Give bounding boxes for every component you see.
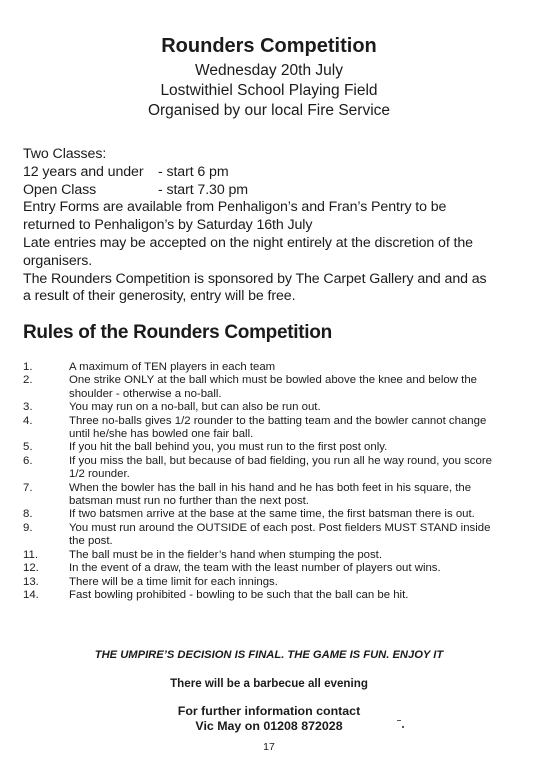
late-entries-paragraph: Late entries may be accepted on the night entirely at the discretion of the organisers. bbox=[23, 234, 473, 269]
class-start-time: - start 6 pm bbox=[158, 163, 229, 180]
rule-item bbox=[23, 374, 493, 401]
rule-text: You must run around the OUTSIDE of each post. Post fielders MUST STAND inside the post. bbox=[69, 521, 491, 548]
rule-number: 11. bbox=[23, 548, 38, 561]
contact-heading: For further information contact bbox=[177, 704, 361, 718]
rule-item bbox=[23, 508, 493, 521]
scan-speck bbox=[397, 720, 401, 721]
rule-item bbox=[23, 522, 493, 549]
rule-item bbox=[23, 401, 493, 414]
rule-number: 2. bbox=[23, 374, 33, 387]
umpire-notice: THE UMPIRE’S DECISION IS FINAL. THE GAME IS FUN. ENJOY IT bbox=[94, 649, 444, 661]
rule-text: If two batsmen arrive at the base at the same time, the first batsman there is out. bbox=[69, 508, 475, 521]
rule-number: 14. bbox=[23, 588, 39, 601]
rule-text: You may run on a no-ball, but can also be run out. bbox=[69, 401, 321, 414]
intro-section bbox=[23, 146, 495, 306]
rule-number: 5. bbox=[23, 441, 33, 454]
page-title: Rounders Competition bbox=[161, 35, 377, 57]
entry-forms-paragraph: Entry Forms are available from Penhaligon’s and Fran’s Pentry to be returned to Penhaligon’s by Saturday 16th July bbox=[23, 199, 447, 234]
rule-text: Fast bowling prohibited - bowling to be such that the ball can be hit. bbox=[69, 588, 409, 601]
rule-item bbox=[23, 482, 493, 509]
rule-number: 1. bbox=[23, 361, 33, 373]
event-date: Wednesday 20th July bbox=[195, 62, 343, 79]
rule-item bbox=[23, 441, 493, 454]
rule-number: 12. bbox=[23, 562, 39, 575]
classes-heading: Two Classes: bbox=[23, 146, 107, 162]
rule-number: 9. bbox=[23, 521, 33, 534]
rule-number: 7. bbox=[23, 481, 33, 494]
rule-text: Three no-balls gives 1/2 rounder to the batting team and the bowler cannot change until he/she has bowled one fair ball. bbox=[69, 414, 487, 441]
rule-number: 6. bbox=[23, 454, 33, 467]
rule-text: One strike ONLY at the ball which must be bowled above the knee and below the shoulder - otherwise a no-ball. bbox=[69, 374, 477, 400]
rule-item bbox=[23, 549, 493, 562]
contact-details: Vic May on 01208 872028 bbox=[195, 719, 343, 733]
rule-text: There will be a time limit for each innings. bbox=[69, 575, 278, 588]
event-venue: Lostwithiel School Playing Field bbox=[160, 82, 378, 99]
rule-text: In the event of a draw, the team with the least number of players out wins. bbox=[69, 562, 441, 575]
barbecue-notice: There will be a barbecue all evening bbox=[170, 677, 368, 690]
class-row bbox=[23, 164, 495, 182]
sponsor-paragraph: The Rounders Competition is sponsored by The Carpet Gallery and and as a result of their generosity, entry will be free. bbox=[23, 270, 487, 305]
rule-number: 13. bbox=[23, 575, 39, 588]
event-organiser: Organised by our local Fire Service bbox=[147, 102, 391, 119]
rule-item bbox=[23, 562, 493, 575]
rule-item bbox=[23, 415, 493, 442]
rule-item bbox=[23, 576, 493, 589]
scan-speck bbox=[402, 726, 404, 728]
class-start-time: - start 7.30 pm bbox=[158, 181, 248, 198]
rule-text: A maximum of TEN players in each team bbox=[69, 361, 276, 373]
rule-item bbox=[23, 361, 493, 374]
page-number: 17 bbox=[263, 741, 275, 753]
rules-heading: Rules of the Rounders Competition bbox=[23, 322, 332, 343]
class-name: Open Class bbox=[23, 181, 97, 198]
rule-text: When the bowler has the ball in his hand and he has both feet in his square, the batsman must run no further than the next post. bbox=[69, 481, 472, 508]
rule-number: 8. bbox=[23, 508, 33, 521]
rule-number: 4. bbox=[23, 414, 33, 427]
rule-number: 3. bbox=[23, 401, 33, 414]
rules-list bbox=[23, 361, 493, 602]
rule-item bbox=[23, 455, 493, 482]
class-name: 12 years and under bbox=[23, 163, 144, 180]
rule-text: If you miss the ball, but because of bad fielding, you run all he way round, you score 1/2 rounder. bbox=[69, 454, 492, 481]
class-row bbox=[23, 182, 495, 200]
rule-item bbox=[23, 589, 493, 602]
rule-text: The ball must be in the fielder’s hand when stumping the post. bbox=[69, 548, 383, 561]
rule-text: If you hit the ball behind you, you must run to the first post only. bbox=[69, 441, 388, 454]
